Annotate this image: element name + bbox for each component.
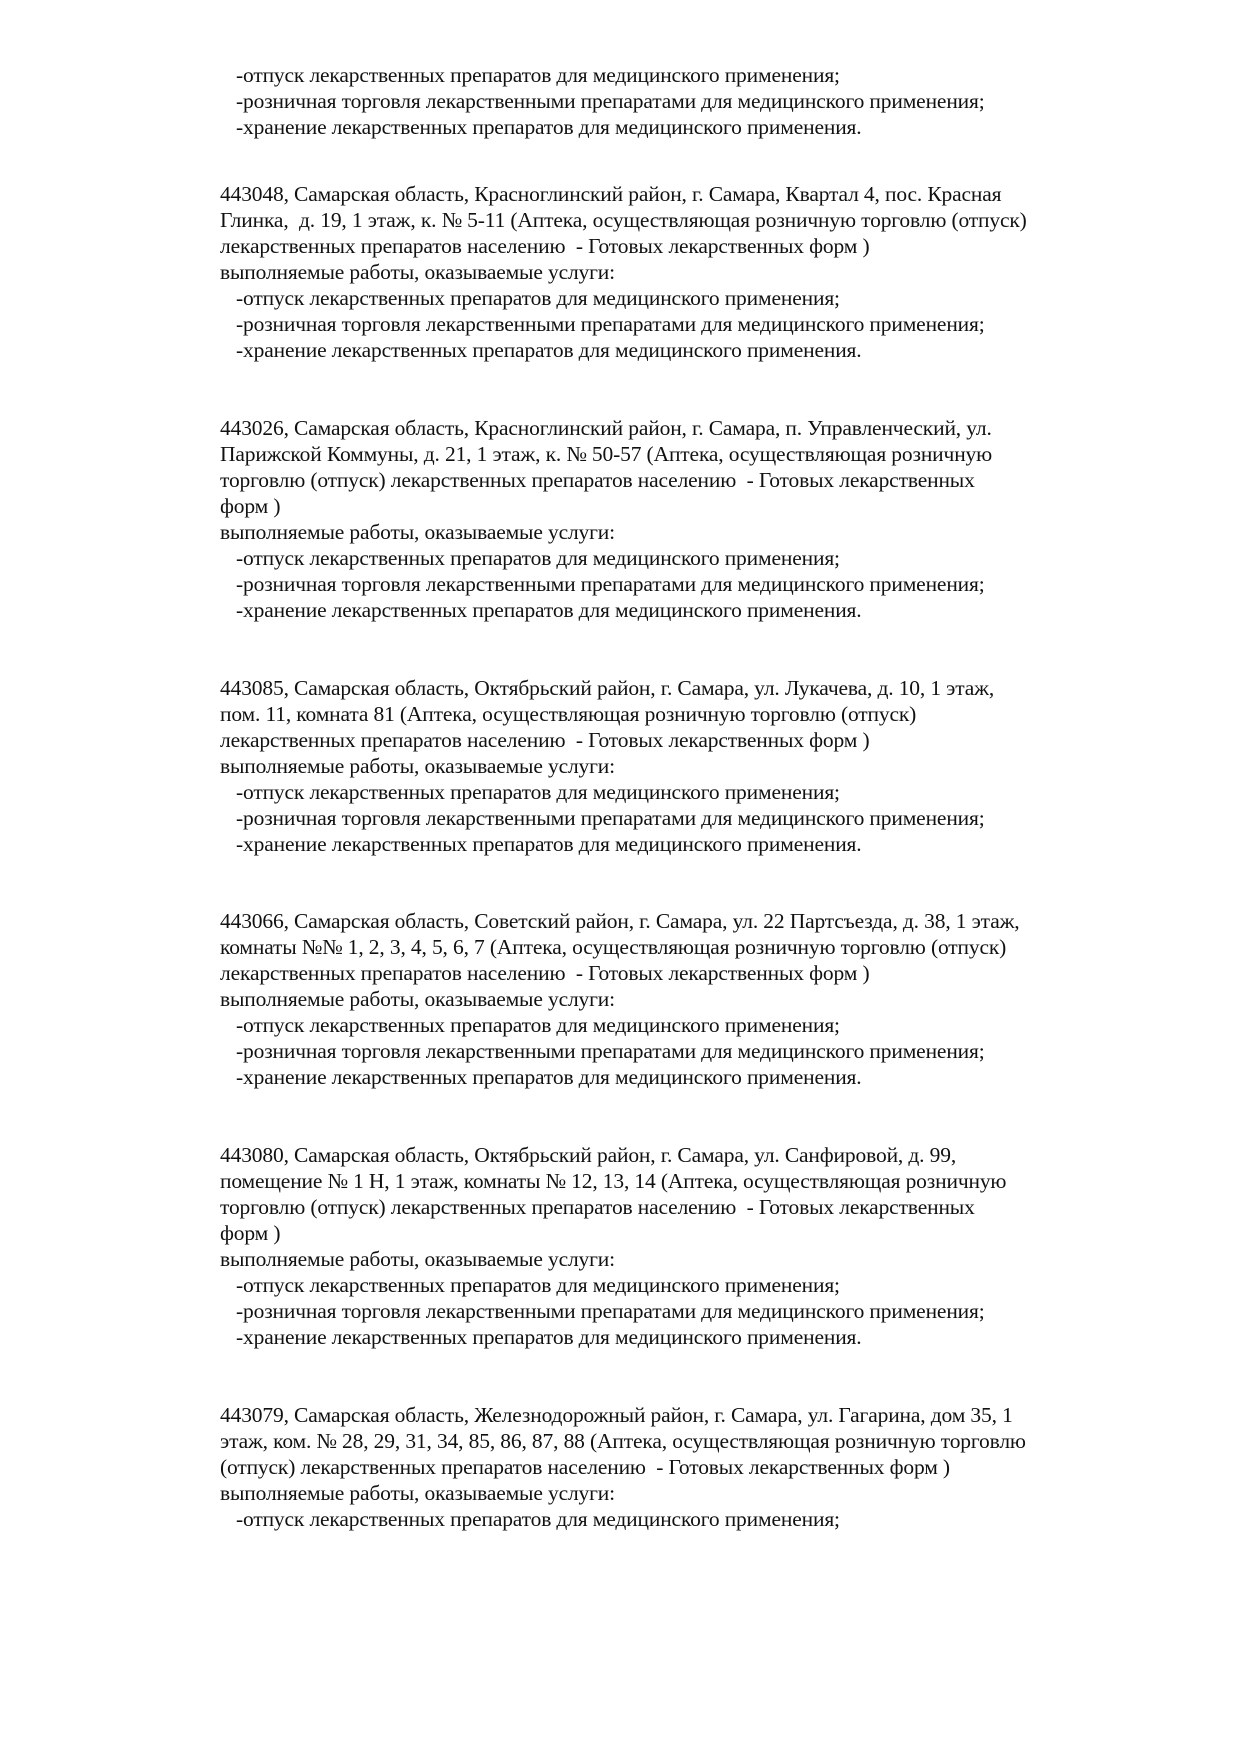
service-item: -розничная торговля лекарственными препаратами для медицинского применения; — [236, 806, 985, 830]
service-item: -отпуск лекарственных препаратов для медицинского применения; — [236, 546, 840, 570]
service-item: -отпуск лекарственных препаратов для медицинского применения; — [236, 63, 840, 87]
service-item: -отпуск лекарственных препаратов для медицинского применения; — [236, 1013, 840, 1037]
service-item: -отпуск лекарственных препаратов для медицинского применения; — [236, 1507, 840, 1531]
entry-address-line: форм ) — [220, 1221, 281, 1245]
services-label: выполняемые работы, оказываемые услуги: — [220, 987, 615, 1011]
entry-address-line: этаж, ком. № 28, 29, 31, 34, 85, 86, 87, 88 (Аптека, осуществляющая розничную торговлю — [220, 1429, 1026, 1453]
service-item: -розничная торговля лекарственными препаратами для медицинского применения; — [236, 312, 985, 336]
entry-address-line: Глинка, д. 19, 1 этаж, к. № 5-11 (Аптека, осуществляющая розничную торговлю (отпуск) — [220, 208, 1027, 232]
services-label: выполняемые работы, оказываемые услуги: — [220, 260, 615, 284]
entry-address-line: торговлю (отпуск) лекарственных препаратов населению - Готовых лекарственных — [220, 468, 975, 492]
entry-address-line: 443066, Самарская область, Советский район, г. Самара, ул. 22 Партсъезда, д. 38, 1 этаж, — [220, 909, 1020, 933]
services-label: выполняемые работы, оказываемые услуги: — [220, 754, 615, 778]
entry-address-line: 443079, Самарская область, Железнодорожный район, г. Самара, ул. Гагарина, дом 35, 1 — [220, 1403, 1013, 1427]
services-label: выполняемые работы, оказываемые услуги: — [220, 1481, 615, 1505]
service-item: -розничная торговля лекарственными препаратами для медицинского применения; — [236, 1299, 985, 1323]
entry-address-line: торговлю (отпуск) лекарственных препаратов населению - Готовых лекарственных — [220, 1195, 975, 1219]
services-label: выполняемые работы, оказываемые услуги: — [220, 520, 615, 544]
entry-address-line: 443080, Самарская область, Октябрьский район, г. Самара, ул. Санфировой, д. 99, — [220, 1143, 957, 1167]
service-item: -розничная торговля лекарственными препаратами для медицинского применения; — [236, 572, 985, 596]
entry-address-line: пом. 11, комната 81 (Аптека, осуществляющая розничную торговлю (отпуск) — [220, 702, 917, 726]
service-item: -розничная торговля лекарственными препаратами для медицинского применения; — [236, 89, 985, 113]
entry-address-line: лекарственных препаратов населению - Готовых лекарственных форм ) — [220, 234, 870, 258]
entry-address-line: помещение № 1 Н, 1 этаж, комнаты № 12, 13, 14 (Аптека, осуществляющая розничную — [220, 1169, 1007, 1193]
service-item: -отпуск лекарственных препаратов для медицинского применения; — [236, 1273, 840, 1297]
service-item: -розничная торговля лекарственными препаратами для медицинского применения; — [236, 1039, 985, 1063]
service-item: -хранение лекарственных препаратов для медицинского применения. — [236, 1065, 862, 1089]
entry-address-line: форм ) — [220, 494, 281, 518]
service-item: -хранение лекарственных препаратов для медицинского применения. — [236, 832, 862, 856]
entry-address-line: комнаты №№ 1, 2, 3, 4, 5, 6, 7 (Аптека, осуществляющая розничную торговлю (отпуск) — [220, 935, 1007, 959]
entry-address-line: 443026, Самарская область, Красноглинский район, г. Самара, п. Управленческий, ул. — [220, 416, 992, 440]
service-item: -хранение лекарственных препаратов для медицинского применения. — [236, 338, 862, 362]
entry-address-line: Парижской Коммуны, д. 21, 1 этаж, к. № 50-57 (Аптека, осуществляющая розничную — [220, 442, 993, 466]
service-item: -отпуск лекарственных препаратов для медицинского применения; — [236, 780, 840, 804]
entry-address-line: лекарственных препаратов населению - Готовых лекарственных форм ) — [220, 961, 870, 985]
services-label: выполняемые работы, оказываемые услуги: — [220, 1247, 615, 1271]
entry-address-line: 443048, Самарская область, Красноглинский район, г. Самара, Квартал 4, пос. Красная — [220, 182, 1002, 206]
entry-address-line: лекарственных препаратов населению - Готовых лекарственных форм ) — [220, 728, 870, 752]
service-item: -отпуск лекарственных препаратов для медицинского применения; — [236, 286, 840, 310]
entry-address-line: 443085, Самарская область, Октябрьский район, г. Самара, ул. Лукачева, д. 10, 1 этаж, — [220, 676, 995, 700]
service-item: -хранение лекарственных препаратов для медицинского применения. — [236, 115, 862, 139]
service-item: -хранение лекарственных препаратов для медицинского применения. — [236, 1325, 862, 1349]
entry-address-line: (отпуск) лекарственных препаратов населению - Готовых лекарственных форм ) — [220, 1455, 950, 1479]
service-item: -хранение лекарственных препаратов для медицинского применения. — [236, 598, 862, 622]
